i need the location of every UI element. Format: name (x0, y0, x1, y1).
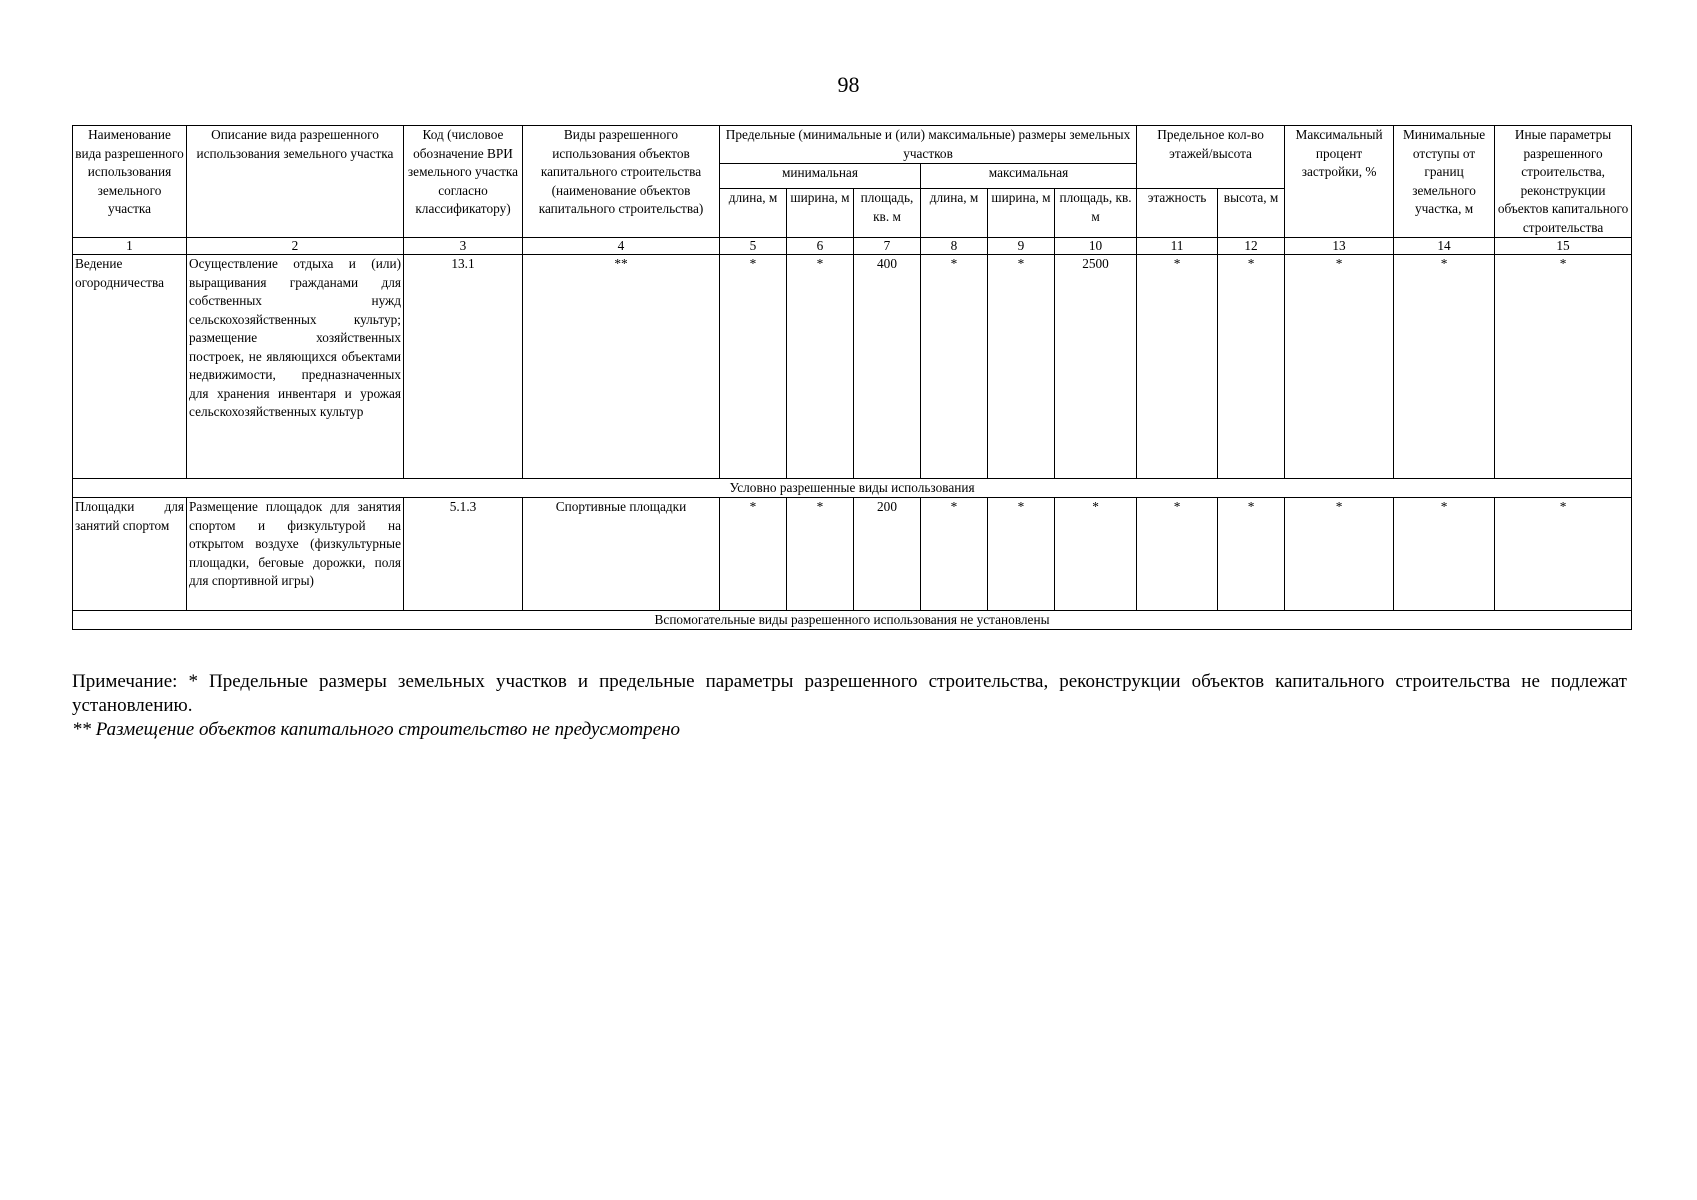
column-number: 9 (988, 238, 1055, 255)
header-max-build-percent: Максимальный процент застройки, % (1285, 126, 1394, 238)
cell-min-area: 400 (854, 255, 921, 479)
column-number: 10 (1055, 238, 1137, 255)
cell-description: Осуществление отдыха и (или) выращивания гражданами для собственных нужд сельскохозяйственных культур; размещение хозяйственных построек, не являющихся объектами недвижимости, предназначенных для хранения инвентаря и урожая сельскохозяйственных культур (187, 255, 404, 479)
header-permitted-objects: Виды разрешенного использования объектов капитального строительства (наименование объектов капитального строительства) (523, 126, 720, 238)
header-row (73, 126, 1632, 164)
cell-max-length: * (921, 498, 988, 611)
cell-name: Ведение огородничества (73, 255, 187, 479)
cell-storeys: * (1137, 255, 1218, 479)
column-number: 11 (1137, 238, 1218, 255)
cell-objects: ** (523, 255, 720, 479)
note-limits: Примечание: * Предельные размеры земельных участков и предельные параметры разрешенного строительства, реконструкции объектов капитального строительства не подлежат установлению. (72, 671, 1627, 716)
column-number: 3 (404, 238, 523, 255)
column-number: 6 (787, 238, 854, 255)
cell-other: * (1495, 255, 1632, 479)
header-min-setbacks: Минимальные отступы от границ земельного участка, м (1394, 126, 1495, 238)
column-number: 13 (1285, 238, 1394, 255)
column-number: 14 (1394, 238, 1495, 255)
header-max-area: площадь, кв. м (1055, 189, 1137, 238)
header-other-params: Иные параметры разрешенного строительства, реконструкции объектов капитального строительства (1495, 126, 1632, 238)
column-number: 8 (921, 238, 988, 255)
cell-setbacks: * (1394, 255, 1495, 479)
header-storeys: этажность (1137, 189, 1218, 238)
cell-code: 13.1 (404, 255, 523, 479)
section-conditional-title: Условно разрешенные виды использования (73, 479, 1632, 498)
cell-height: * (1218, 255, 1285, 479)
header-height: высота, м (1218, 189, 1285, 238)
note-capital-construction: ** Размещение объектов капитального строительство не предусмотрено (72, 719, 681, 740)
page-number: 98 (837, 72, 860, 97)
notes (72, 670, 1627, 742)
header-min-width: ширина, м (787, 189, 854, 238)
cell-name: Площадки для занятий спортом (73, 498, 187, 611)
cell-min-width: * (787, 255, 854, 479)
header-max-length: длина, м (921, 189, 988, 238)
cell-max-area: 2500 (1055, 255, 1137, 479)
header-name: Наименование вида разрешенного использования земельного участка (73, 126, 187, 238)
header-min-area: площадь, кв. м (854, 189, 921, 238)
column-number: 15 (1495, 238, 1632, 255)
cell-min-length: * (720, 498, 787, 611)
table-row (73, 498, 1632, 611)
column-number: 2 (187, 238, 404, 255)
land-use-table (72, 125, 1632, 630)
cell-objects: Спортивные площадки (523, 498, 720, 611)
cell-build-percent: * (1285, 255, 1394, 479)
column-number: 12 (1218, 238, 1285, 255)
column-number: 4 (523, 238, 720, 255)
cell-storeys: * (1137, 498, 1218, 611)
section-row (73, 611, 1632, 630)
section-row (73, 479, 1632, 498)
header-size-limits: Предельные (минимальные и (или) максимальные) размеры земельных участков (720, 126, 1137, 164)
cell-max-width: * (988, 255, 1055, 479)
cell-setbacks: * (1394, 498, 1495, 611)
cell-code: 5.1.3 (404, 498, 523, 611)
header-max-width: ширина, м (988, 189, 1055, 238)
cell-height: * (1218, 498, 1285, 611)
table-row (73, 255, 1632, 479)
cell-max-area: * (1055, 498, 1137, 611)
cell-min-area: 200 (854, 498, 921, 611)
cell-description: Размещение площадок для занятия спортом и физкультурой на открытом воздухе (физкультурные площадки, беговые дорожки, поля для спортивной игры) (187, 498, 404, 611)
column-number-row (73, 238, 1632, 255)
header-maximum: максимальная (921, 164, 1137, 189)
cell-min-width: * (787, 498, 854, 611)
section-auxiliary-title: Вспомогательные виды разрешенного использования не установлены (73, 611, 1632, 630)
cell-other: * (1495, 498, 1632, 611)
cell-build-percent: * (1285, 498, 1394, 611)
header-description: Описание вида разрешенного использования земельного участка (187, 126, 404, 238)
header-min-length: длина, м (720, 189, 787, 238)
header-floors-height: Предельное кол-во этажей/высота (1137, 126, 1285, 189)
column-number: 5 (720, 238, 787, 255)
cell-max-width: * (988, 498, 1055, 611)
cell-min-length: * (720, 255, 787, 479)
header-minimum: минимальная (720, 164, 921, 189)
header-code: Код (числовое обозначение ВРИ земельного участка согласно классификатору) (404, 126, 523, 238)
column-number: 7 (854, 238, 921, 255)
cell-max-length: * (921, 255, 988, 479)
column-number: 1 (73, 238, 187, 255)
